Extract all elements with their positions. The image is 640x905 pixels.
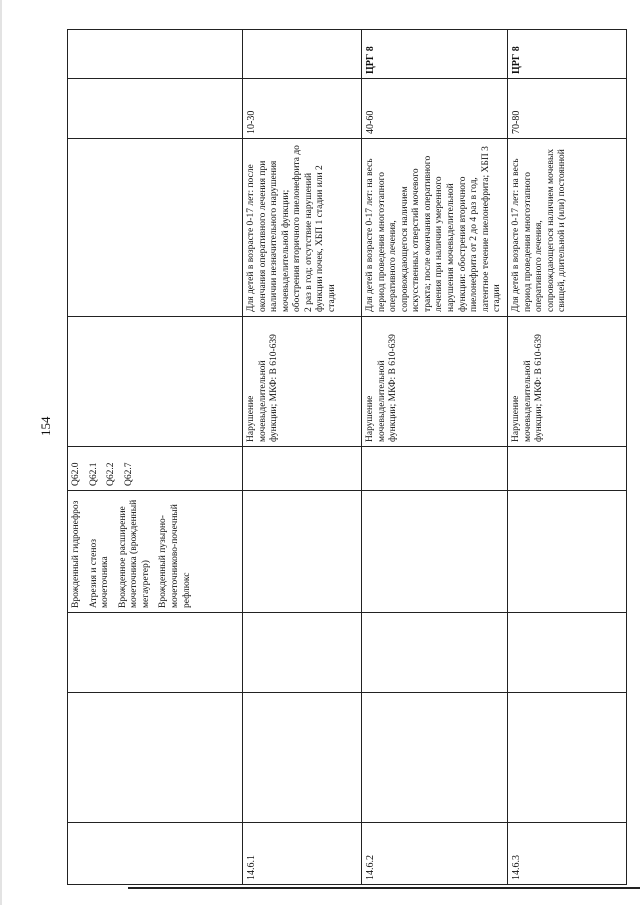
reference-cell bbox=[243, 30, 362, 79]
cell-empty bbox=[68, 139, 243, 317]
table-row bbox=[243, 30, 362, 885]
criteria-cell: Для детей в возрасте 0-17 лет: после окончания оперативного лечения при наличии незначительного нарушения мочевыделительной функции; обострения вторичного пиелонефрита до 2 раз в год; отсутствие нарушений функции почек, ХБП 1 стадии или 2 стадии bbox=[243, 139, 362, 317]
reference-cell: ЦРГ 8 bbox=[507, 30, 626, 79]
icd-code: Q62.2 bbox=[106, 462, 117, 486]
cell-empty bbox=[362, 693, 508, 823]
cell-empty bbox=[507, 613, 626, 693]
impairment-cell: Нарушение мочевыделительной функции; МКФ: В 610-639 bbox=[507, 317, 626, 447]
criteria-cell: Для детей в возрасте 0-17 лет: на весь период проведения многоэтапного оперативного лечения, сопровождающегося наличием мочевых свищей, длительной и (или) постоянной bbox=[507, 139, 626, 317]
cell-empty bbox=[507, 491, 626, 613]
diagnosis-name: Врожденное расширение мочеточника (врожденный мегауретер) bbox=[117, 499, 151, 608]
cell-empty bbox=[362, 491, 508, 613]
item-number: 14.6.1 bbox=[243, 823, 362, 885]
cell-empty bbox=[68, 317, 243, 447]
table-row bbox=[507, 30, 626, 885]
cell-empty bbox=[243, 693, 362, 823]
percent-cell: 70-80 bbox=[507, 79, 626, 139]
cell-empty bbox=[507, 693, 626, 823]
cell-empty bbox=[68, 30, 243, 79]
icd-codes-cell bbox=[68, 447, 243, 491]
impairment-cell: Нарушение мочевыделительной функции; МКФ: В 610-639 bbox=[243, 317, 362, 447]
cell-empty bbox=[68, 693, 243, 823]
impairment-cell: Нарушение мочевыделительной функции; МКФ: В 610-639 bbox=[362, 317, 508, 447]
icd-code: Q62.0 bbox=[71, 462, 81, 486]
criteria-cell: Для детей в возрасте 0-17 лет: на весь период проведения многоэтапного оперативного лечения, сопровождающегося наличием искусственных отверстий мочевого тракта; после окончания оперативного лечения при наличии умеренного нарушения мочевыделительной функции: обострения вторичного пиелонефрита от 2 до 4 раз в год, латентное течение пиелонефрита; ХБП 3 стадии bbox=[362, 139, 508, 317]
cell-empty bbox=[68, 613, 243, 693]
table-row bbox=[362, 30, 508, 885]
cell-empty bbox=[362, 613, 508, 693]
rotated-table-wrapper bbox=[67, 30, 580, 885]
disability-criteria-table bbox=[67, 29, 627, 885]
cell-empty bbox=[362, 447, 508, 491]
item-number: 14.6.3 bbox=[507, 823, 626, 885]
icd-code: Q62.7 bbox=[123, 462, 134, 486]
page-bottom-rule bbox=[128, 887, 640, 889]
percent-cell: 40-60 bbox=[362, 79, 508, 139]
cell-empty bbox=[243, 491, 362, 613]
diagnosis-name: Атрезия и стеноз мочеточника bbox=[88, 539, 111, 608]
diagnosis-name: Врожденный пузырно-мочеточниково-почечный рефлюкс bbox=[158, 504, 192, 608]
cell-empty bbox=[68, 79, 243, 139]
item-number: 14.6.2 bbox=[362, 823, 508, 885]
diagnosis-name: Врожденный гидронефроз bbox=[71, 500, 81, 608]
cell-empty bbox=[243, 613, 362, 693]
cell-empty bbox=[507, 447, 626, 491]
reference-cell: ЦРГ 8 bbox=[362, 30, 508, 79]
diagnosis-names-cell bbox=[68, 491, 243, 613]
icd-code: Q62.1 bbox=[88, 462, 99, 486]
page-number: 154 bbox=[38, 416, 53, 436]
cell-empty bbox=[243, 447, 362, 491]
diagnosis-row bbox=[68, 30, 243, 885]
percent-cell: 10-30 bbox=[243, 79, 362, 139]
cell-empty bbox=[68, 823, 243, 885]
